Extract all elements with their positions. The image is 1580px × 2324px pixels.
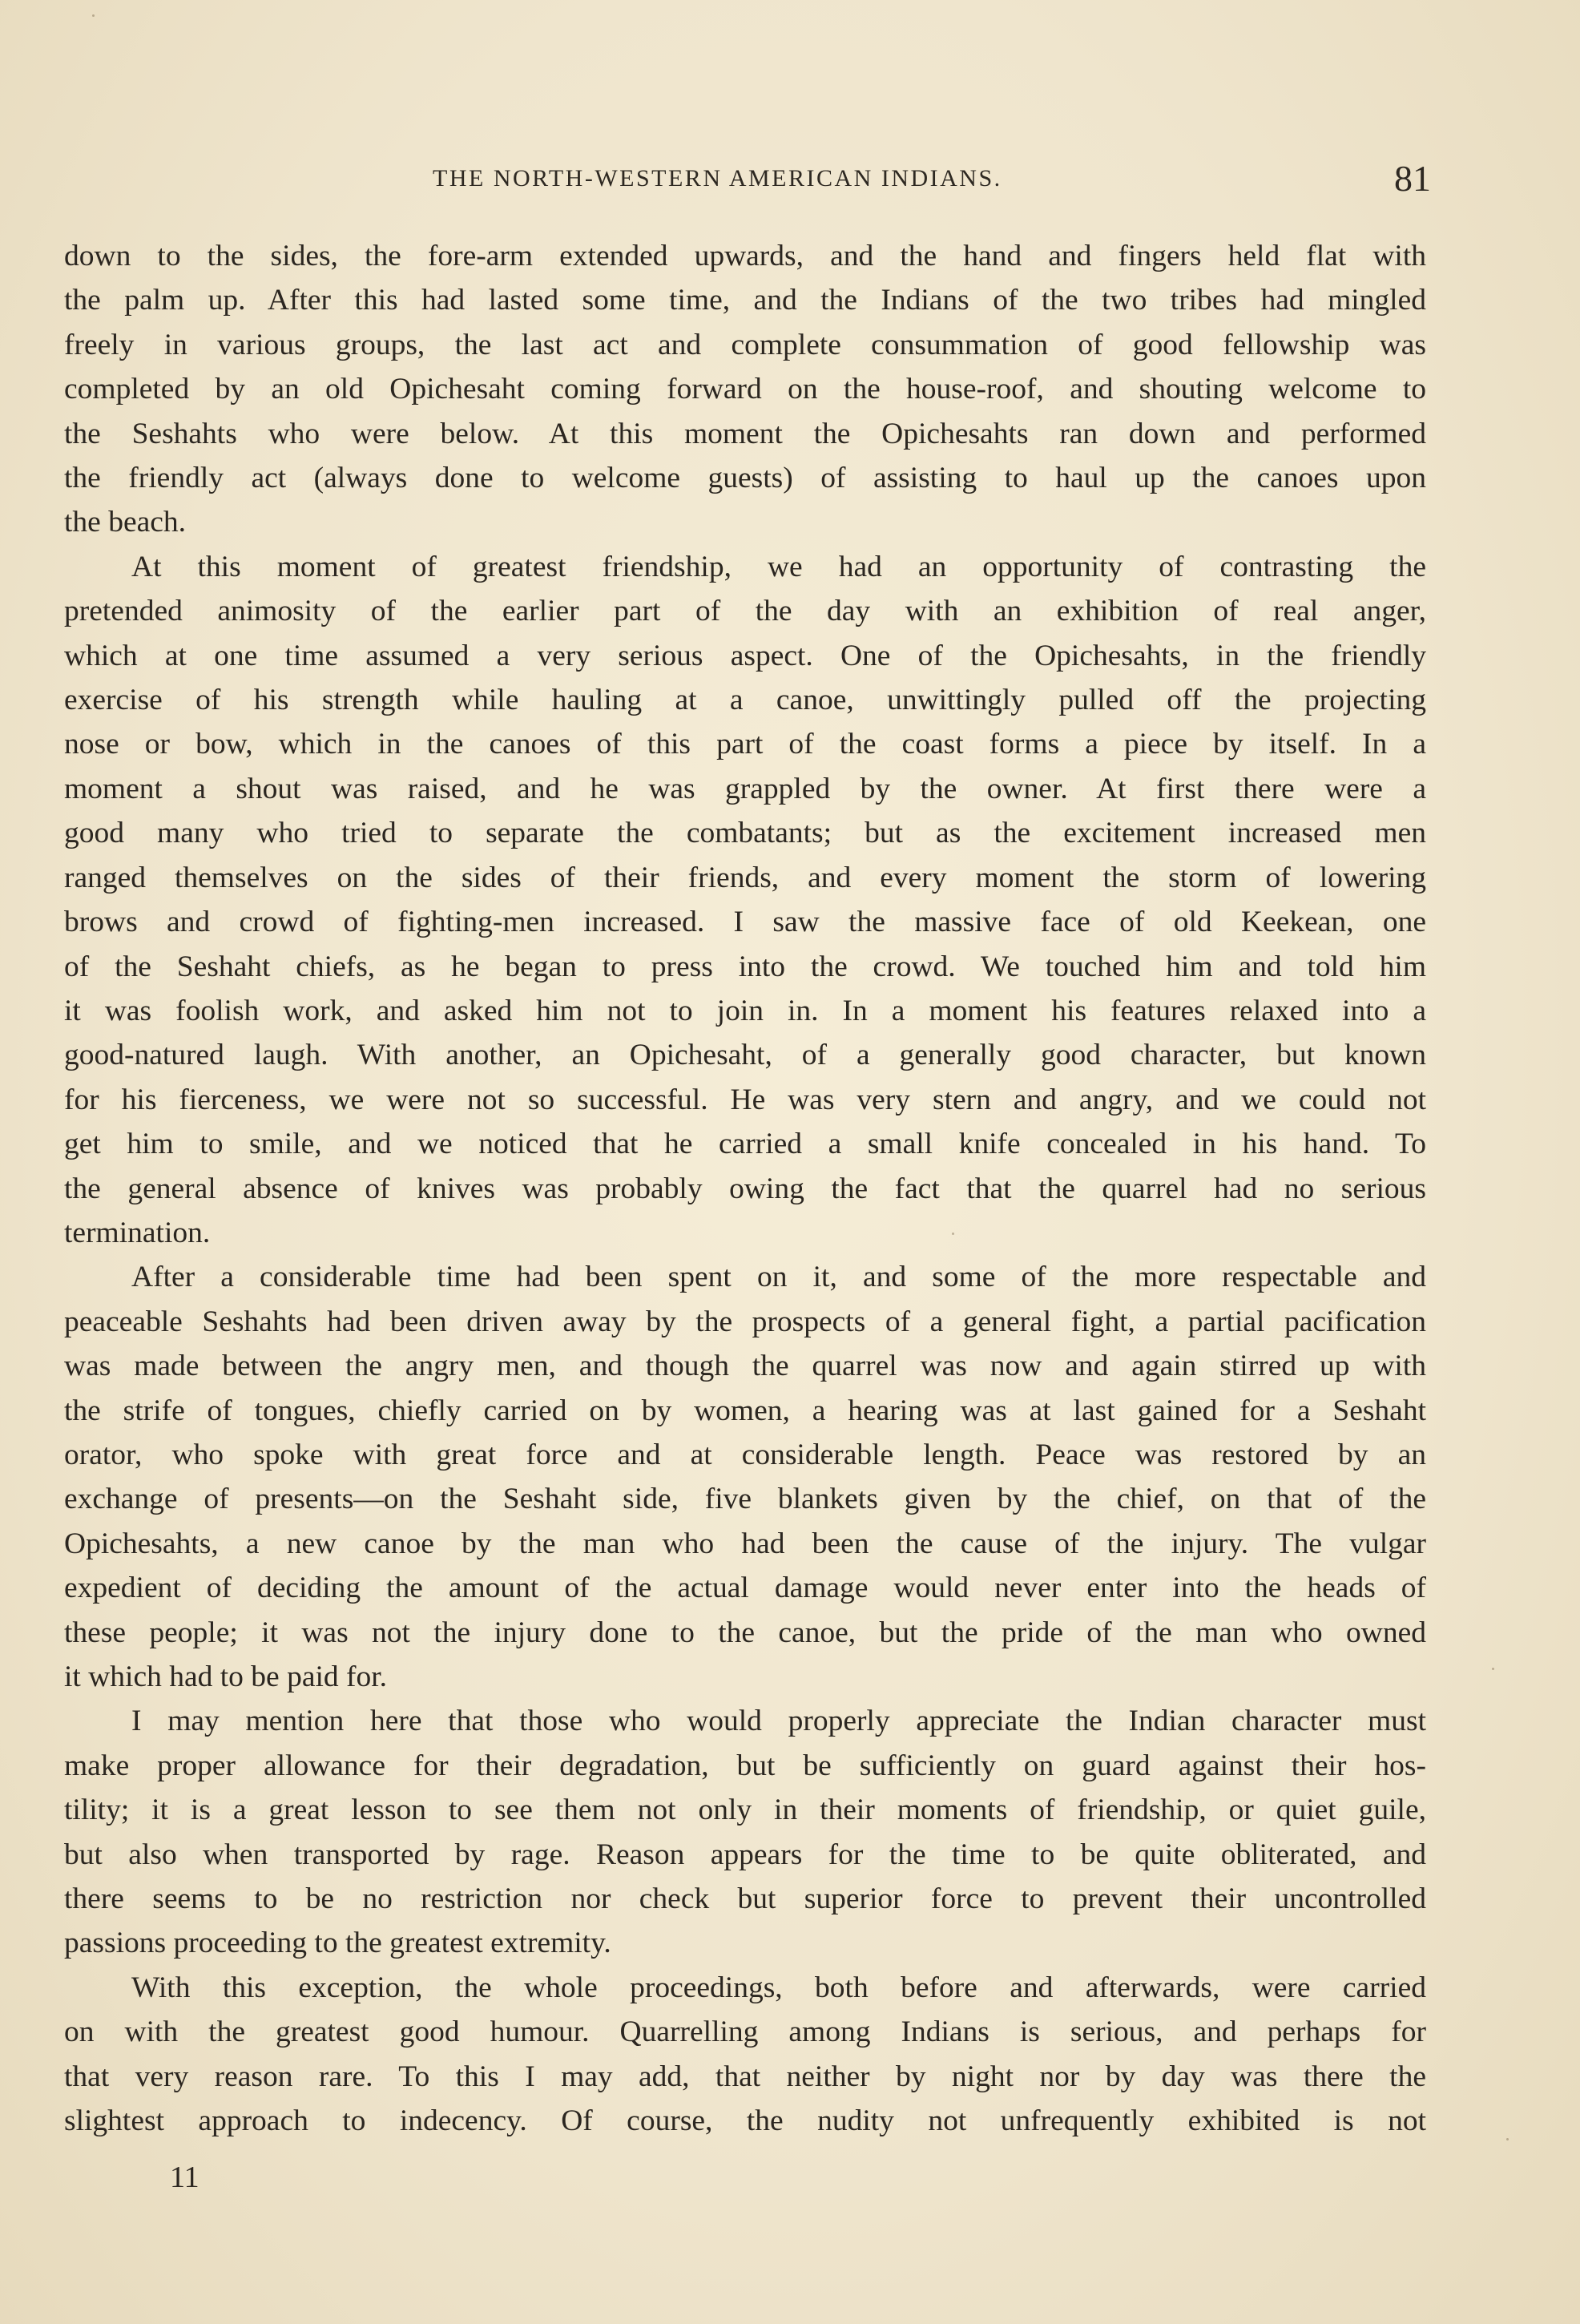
text-line: orator, who spoke with great force and at considerable length. Peace was restored by an bbox=[64, 1438, 1426, 1471]
paragraph-3 bbox=[64, 1255, 1426, 1699]
paper-speck bbox=[92, 14, 95, 17]
text-line: With this exception, the whole proceedings, both before and afterwards, were carried bbox=[131, 1971, 1426, 2004]
text-line: expedient of deciding the amount of the actual damage would never enter into the heads of bbox=[64, 1572, 1426, 1605]
text-line: the beach. bbox=[64, 506, 186, 539]
text-line: exercise of his strength while hauling at a canoe, unwittingly pulled off the projecting bbox=[64, 684, 1426, 717]
text-line: completed by an old Opichesaht coming forward on the house-roof, and shouting welcome to bbox=[64, 373, 1426, 406]
text-line: for his fierceness, we were not so successful. He was very stern and angry, and we could not bbox=[64, 1083, 1426, 1116]
paragraph-4 bbox=[64, 1699, 1426, 1965]
text-line: of the Seshaht chiefs, as he began to press into the crowd. We touched him and told him bbox=[64, 950, 1426, 983]
text-line: down to the sides, the fore-arm extended upwards, and the hand and fingers held flat with bbox=[64, 240, 1426, 272]
body-text bbox=[64, 234, 1426, 2143]
text-line: these people; it was not the injury done to the canoe, but the pride of the man who owned bbox=[64, 1616, 1426, 1649]
text-line: make proper allowance for their degradation, but be sufficiently on guard against their hos- bbox=[64, 1749, 1426, 1782]
text-line: the general absence of knives was probably owing the fact that the quarrel had no serious bbox=[64, 1172, 1426, 1205]
signature-mark: 11 bbox=[170, 2161, 200, 2194]
text-line: At this moment of greatest friendship, we had an opportunity of contrasting the bbox=[131, 550, 1426, 583]
text-line: moment a shout was raised, and he was grappled by the owner. At first there were a bbox=[64, 772, 1426, 805]
text-line: freely in various groups, the last act and complete consummation of good fellowship was bbox=[64, 328, 1426, 361]
text-line: pretended animosity of the earlier part of the day with an exhibition of real anger, bbox=[64, 595, 1426, 628]
text-line: get him to smile, and we noticed that he carried a small knife concealed in his hand. To bbox=[64, 1128, 1426, 1161]
text-line: that very reason rare. To this I may add, that neither by night nor by day was there the bbox=[64, 2060, 1426, 2093]
text-line: but also when transported by rage. Reason appears for the time to be quite obliterated, and bbox=[64, 1838, 1426, 1871]
text-line: Opichesahts, a new canoe by the man who had been the cause of the injury. The vulgar bbox=[64, 1527, 1426, 1560]
text-line: was made between the angry men, and though the quarrel was now and again stirred up with bbox=[64, 1350, 1426, 1383]
text-line: nose or bow, which in the canoes of this part of the coast forms a piece by itself. In a bbox=[64, 728, 1426, 761]
text-line: good many who tried to separate the combatants; but as the excitement increased men bbox=[64, 817, 1426, 850]
paragraph-5 bbox=[64, 1966, 1426, 2144]
text-line: it which had to be paid for. bbox=[64, 1660, 388, 1693]
text-line: the palm up. After this had lasted some time, and the Indians of the two tribes had mingled bbox=[64, 284, 1426, 317]
paragraph-2 bbox=[64, 545, 1426, 1256]
text-line: the Seshahts who were below. At this moment the Opichesahts ran down and performed bbox=[64, 417, 1426, 450]
text-line: I may mention here that those who would properly appreciate the Indian character must bbox=[131, 1705, 1426, 1738]
page-header bbox=[433, 157, 1434, 205]
text-line: passions proceeding to the greatest extremity. bbox=[64, 1927, 611, 1960]
text-line: the friendly act (always done to welcome guests) of assisting to haul up the canoes upon bbox=[64, 462, 1426, 495]
text-line: the strife of tongues, chiefly carried on by women, a hearing was at last gained for a Seshaht bbox=[64, 1394, 1426, 1427]
text-line: After a considerable time had been spent on it, and some of the more respectable and bbox=[131, 1261, 1426, 1294]
text-line: termination. bbox=[64, 1216, 211, 1249]
running-head: THE NORTH-WESTERN AMERICAN INDIANS. bbox=[433, 165, 1002, 192]
paper-speck bbox=[952, 1233, 954, 1235]
text-line: good-natured laugh. With another, an Opichesaht, of a generally good character, but known bbox=[64, 1039, 1426, 1072]
paper-speck bbox=[1492, 1668, 1494, 1670]
text-line: brows and crowd of fighting-men increased. I saw the massive face of old Keekean, one bbox=[64, 906, 1426, 939]
text-line: which at one time assumed a very serious aspect. One of the Opichesahts, in the friendly bbox=[64, 639, 1426, 672]
text-line: tility; it is a great lesson to see them not only in their moments of friendship, or quiet guile, bbox=[64, 1793, 1426, 1827]
text-line: on with the greatest good humour. Quarrelling among Indians is serious, and perhaps for bbox=[64, 2015, 1426, 2049]
page-number: 81 bbox=[1394, 158, 1431, 199]
text-line: exchange of presents—on the Seshaht side, five blankets given by the chief, on that of the bbox=[64, 1483, 1426, 1516]
text-line: ranged themselves on the sides of their friends, and every moment the storm of lowering bbox=[64, 861, 1426, 894]
paragraph-1 bbox=[64, 234, 1426, 545]
text-line: peaceable Seshahts had been driven away by the prospects of a general fight, a partial pacification bbox=[64, 1305, 1426, 1338]
text-line: slightest approach to indecency. Of course, the nudity not unfrequently exhibited is not bbox=[64, 2104, 1426, 2138]
paper-speck bbox=[1506, 2138, 1509, 2140]
text-line: there seems to be no restriction nor check but superior force to prevent their uncontrolled bbox=[64, 1882, 1426, 1916]
text-line: it was foolish work, and asked him not to join in. In a moment his features relaxed into a bbox=[64, 994, 1426, 1027]
